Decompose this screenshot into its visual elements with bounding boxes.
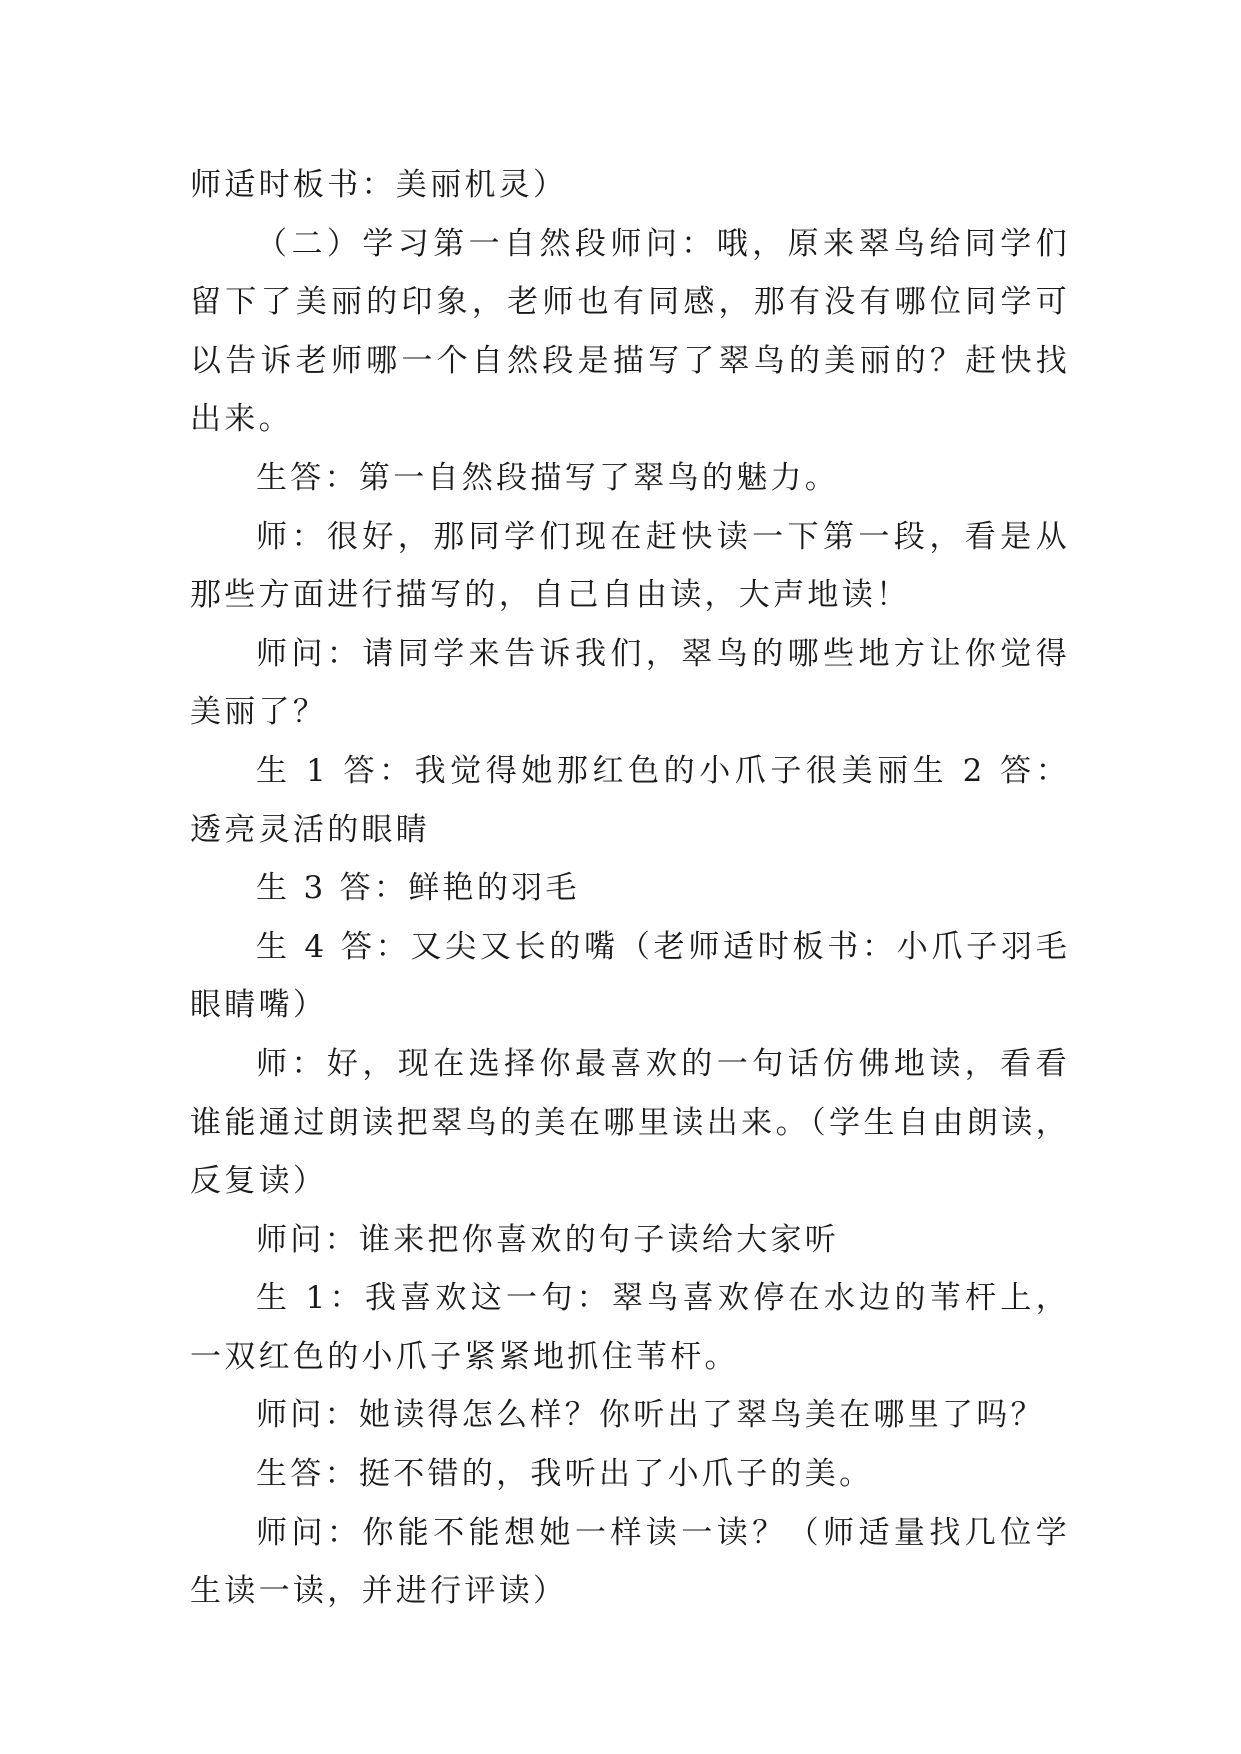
paragraph: 师：很好，那同学们现在赶快读一下第一段，看是从那些方面进行描写的，自己自由读，大声地读！ xyxy=(190,518,1070,614)
paragraph: 师适时板书：美丽机灵） xyxy=(190,167,568,203)
paragraph: 生 1：我喜欢这一句：翠鸟喜欢停在水边的苇杆上，一双红色的小爪子紧紧地抓住苇杆。 xyxy=(190,1280,1070,1375)
paragraph: 师问：你能不能想她一样读一读？（师适量找几位学生读一读，并进行评读） xyxy=(190,1514,1070,1610)
paragraph: 生答：第一自然段描写了翠鸟的魅力。 xyxy=(256,459,840,496)
paragraph: 生 1 答：我觉得她那红色的小爪子很美丽生 2 答：透亮灵活的眼睛 xyxy=(190,752,1070,848)
paragraph: 师问：请同学来告诉我们，翠鸟的哪些地方让你觉得美丽了？ xyxy=(190,635,1070,731)
paragraph: 师问：她读得怎么样？你听出了翠鸟美在哪里了吗？ xyxy=(256,1397,1045,1434)
paragraph: （二）学习第一自然段师问：哦，原来翠鸟给同学们留下了美丽的印象，老师也有同感，那有没有哪位同学可以告诉老师哪一个自然段是描写了翠鸟的美丽的？赶快找出来。 xyxy=(190,225,1070,438)
paragraph: 生 3 答：鲜艳的羽毛 xyxy=(256,870,580,907)
paragraph: 师：好，现在选择你最喜欢的一句话仿佛地读，看看谁能通过朗读把翠鸟的美在哪里读出来。（学生自由朗读，反复读） xyxy=(190,1045,1070,1200)
paragraph: 生答：挺不错的，我听出了小爪子的美。 xyxy=(256,1456,874,1493)
paragraph: 生 4 答：又尖又长的嘴（老师适时板书：小爪子羽毛眼睛嘴） xyxy=(190,928,1070,1024)
document-body xyxy=(190,156,1070,1621)
paragraph: 师问：谁来把你喜欢的句子读给大家听 xyxy=(256,1221,840,1258)
